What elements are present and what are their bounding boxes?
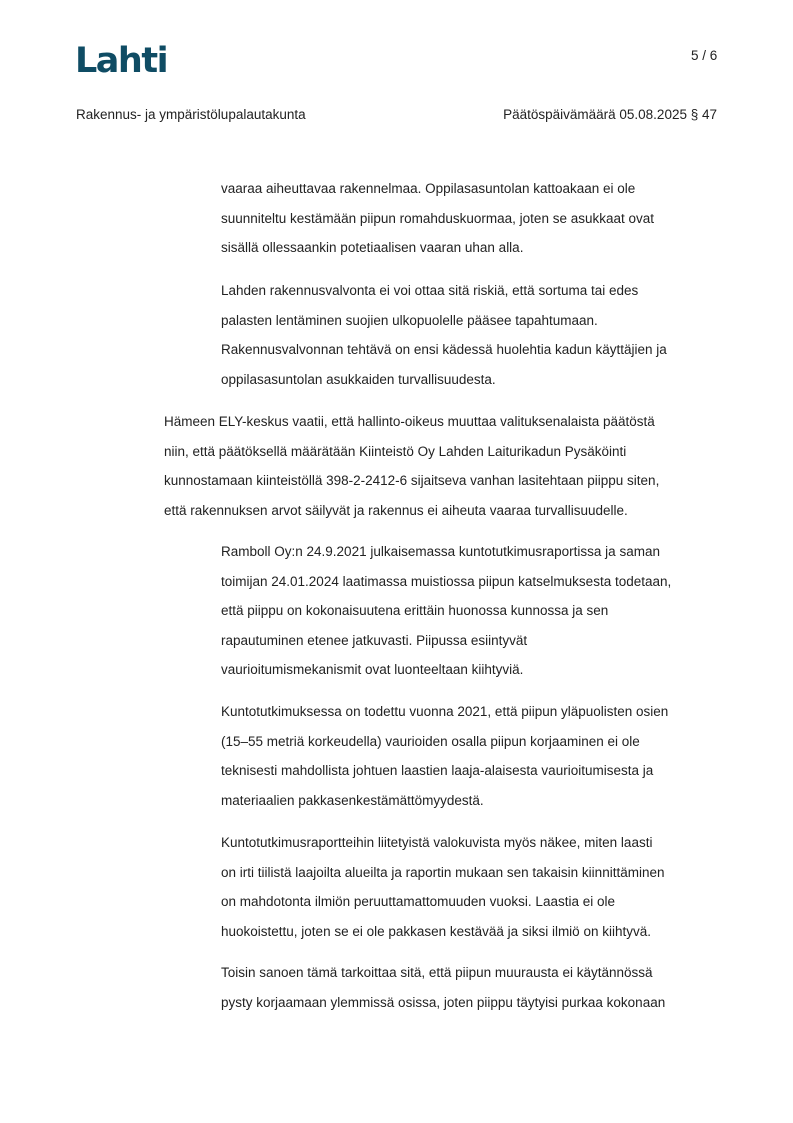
text-line: suunniteltu kestämään piipun romahduskuormaa, joten se asukkaat ovat (221, 210, 655, 226)
lahti-logo: Lahti (75, 41, 168, 81)
paragraph-3 (164, 407, 659, 525)
committee-name: Rakennus- ja ympäristölupalautakunta (76, 107, 306, 122)
text-line: Ramboll Oy:n 24.9.2021 julkaisemassa kuntotutkimusraportissa ja saman (221, 544, 660, 559)
text-line: huokoistettu, joten se ei ole pakkasen kestävää ja siksi ilmiö on kiihtyvä. (221, 923, 651, 939)
paragraph-5 (221, 697, 668, 815)
text-line: on mahdotonta ilmiön peruuttamattomuuden vuoksi. Laastia ei ole (221, 894, 615, 910)
text-line: niin, että päätöksellä määrätään Kiinteistö Oy Lahden Laiturikadun Pysäköinti (164, 443, 627, 459)
text-line: Hämeen ELY-keskus vaatii, että hallinto-oikeus muuttaa valituksenalaista päätöstä (164, 414, 655, 429)
text-line: palasten lentäminen suojien ulkopuolelle pääsee tapahtumaan. (221, 312, 598, 328)
text-line: toimijan 24.01.2024 laatimassa muistiossa piipun katselmuksesta todetaan, (221, 573, 672, 589)
text-line: että rakennuksen arvot säilyvät ja rakennus ei aiheuta vaaraa turvallisuudelle. (164, 502, 628, 518)
text-line: että piippu on kokonaisuutena erittäin huonossa kunnossa ja sen (221, 603, 609, 619)
text-line: rapautuminen etenee jatkuvasti. Piipussa esiintyvät (221, 632, 528, 648)
decision-date: Päätöspäivämäärä 05.08.2025 § 47 (503, 107, 717, 122)
text-line: Kuntotutkimusraportteihin liitetyistä valokuvista myös näkee, miten laasti (221, 835, 653, 850)
text-line: oppilasasuntolan asukkaiden turvallisuudesta. (221, 371, 496, 387)
paragraph-4 (221, 537, 671, 685)
text-line: Lahden rakennusvalvonta ei voi ottaa sitä riskiä, että sortuma tai edes (221, 283, 639, 298)
text-line: Toisin sanoen tämä tarkoittaa sitä, että piipun muurausta ei käytännössä (221, 965, 653, 980)
text-line: Rakennusvalvonnan tehtävä on ensi kädessä huolehtia kadun käyttäjien ja (221, 342, 667, 358)
text-line: vaurioitumismekanismit ovat luonteeltaan kiihtyviä. (221, 662, 524, 678)
text-line: materiaalien pakkasenkestämättömyydestä. (221, 792, 484, 808)
paragraph-7 (221, 958, 665, 1017)
text-line: sisällä ollessaankin potetiaalisen vaaran uhan alla. (221, 240, 524, 256)
page-number: 5 / 6 (691, 48, 718, 63)
text-line: teknisesti mahdollista johtuen laastien laaja-alaisesta vaurioitumisesta ja (221, 763, 654, 779)
text-line: (15–55 metriä korkeudella) vaurioiden osalla piipun korjaaminen ei ole (221, 733, 640, 749)
paragraph-1 (221, 174, 654, 263)
text-line: vaaraa aiheuttavaa rakennelmaa. Oppilasasuntolan kattoakaan ei ole (221, 181, 636, 196)
paragraph-6 (221, 828, 664, 946)
text-line: Kuntotutkimuksessa on todettu vuonna 2021, että piipun yläpuolisten osien (221, 704, 669, 719)
text-line: on irti tiilistä laajoilta alueilta ja raportin mukaan sen takaisin kiinnittäminen (221, 864, 665, 880)
text-line: pysty korjaamaan ylemmissä osissa, joten piippu täytyisi purkaa kokonaan (221, 994, 666, 1010)
paragraph-2 (221, 276, 667, 394)
text-line: kunnostamaan kiinteistöllä 398-2-2412-6 sijaitseva vanhan lasitehtaan piippu siten, (164, 473, 660, 489)
